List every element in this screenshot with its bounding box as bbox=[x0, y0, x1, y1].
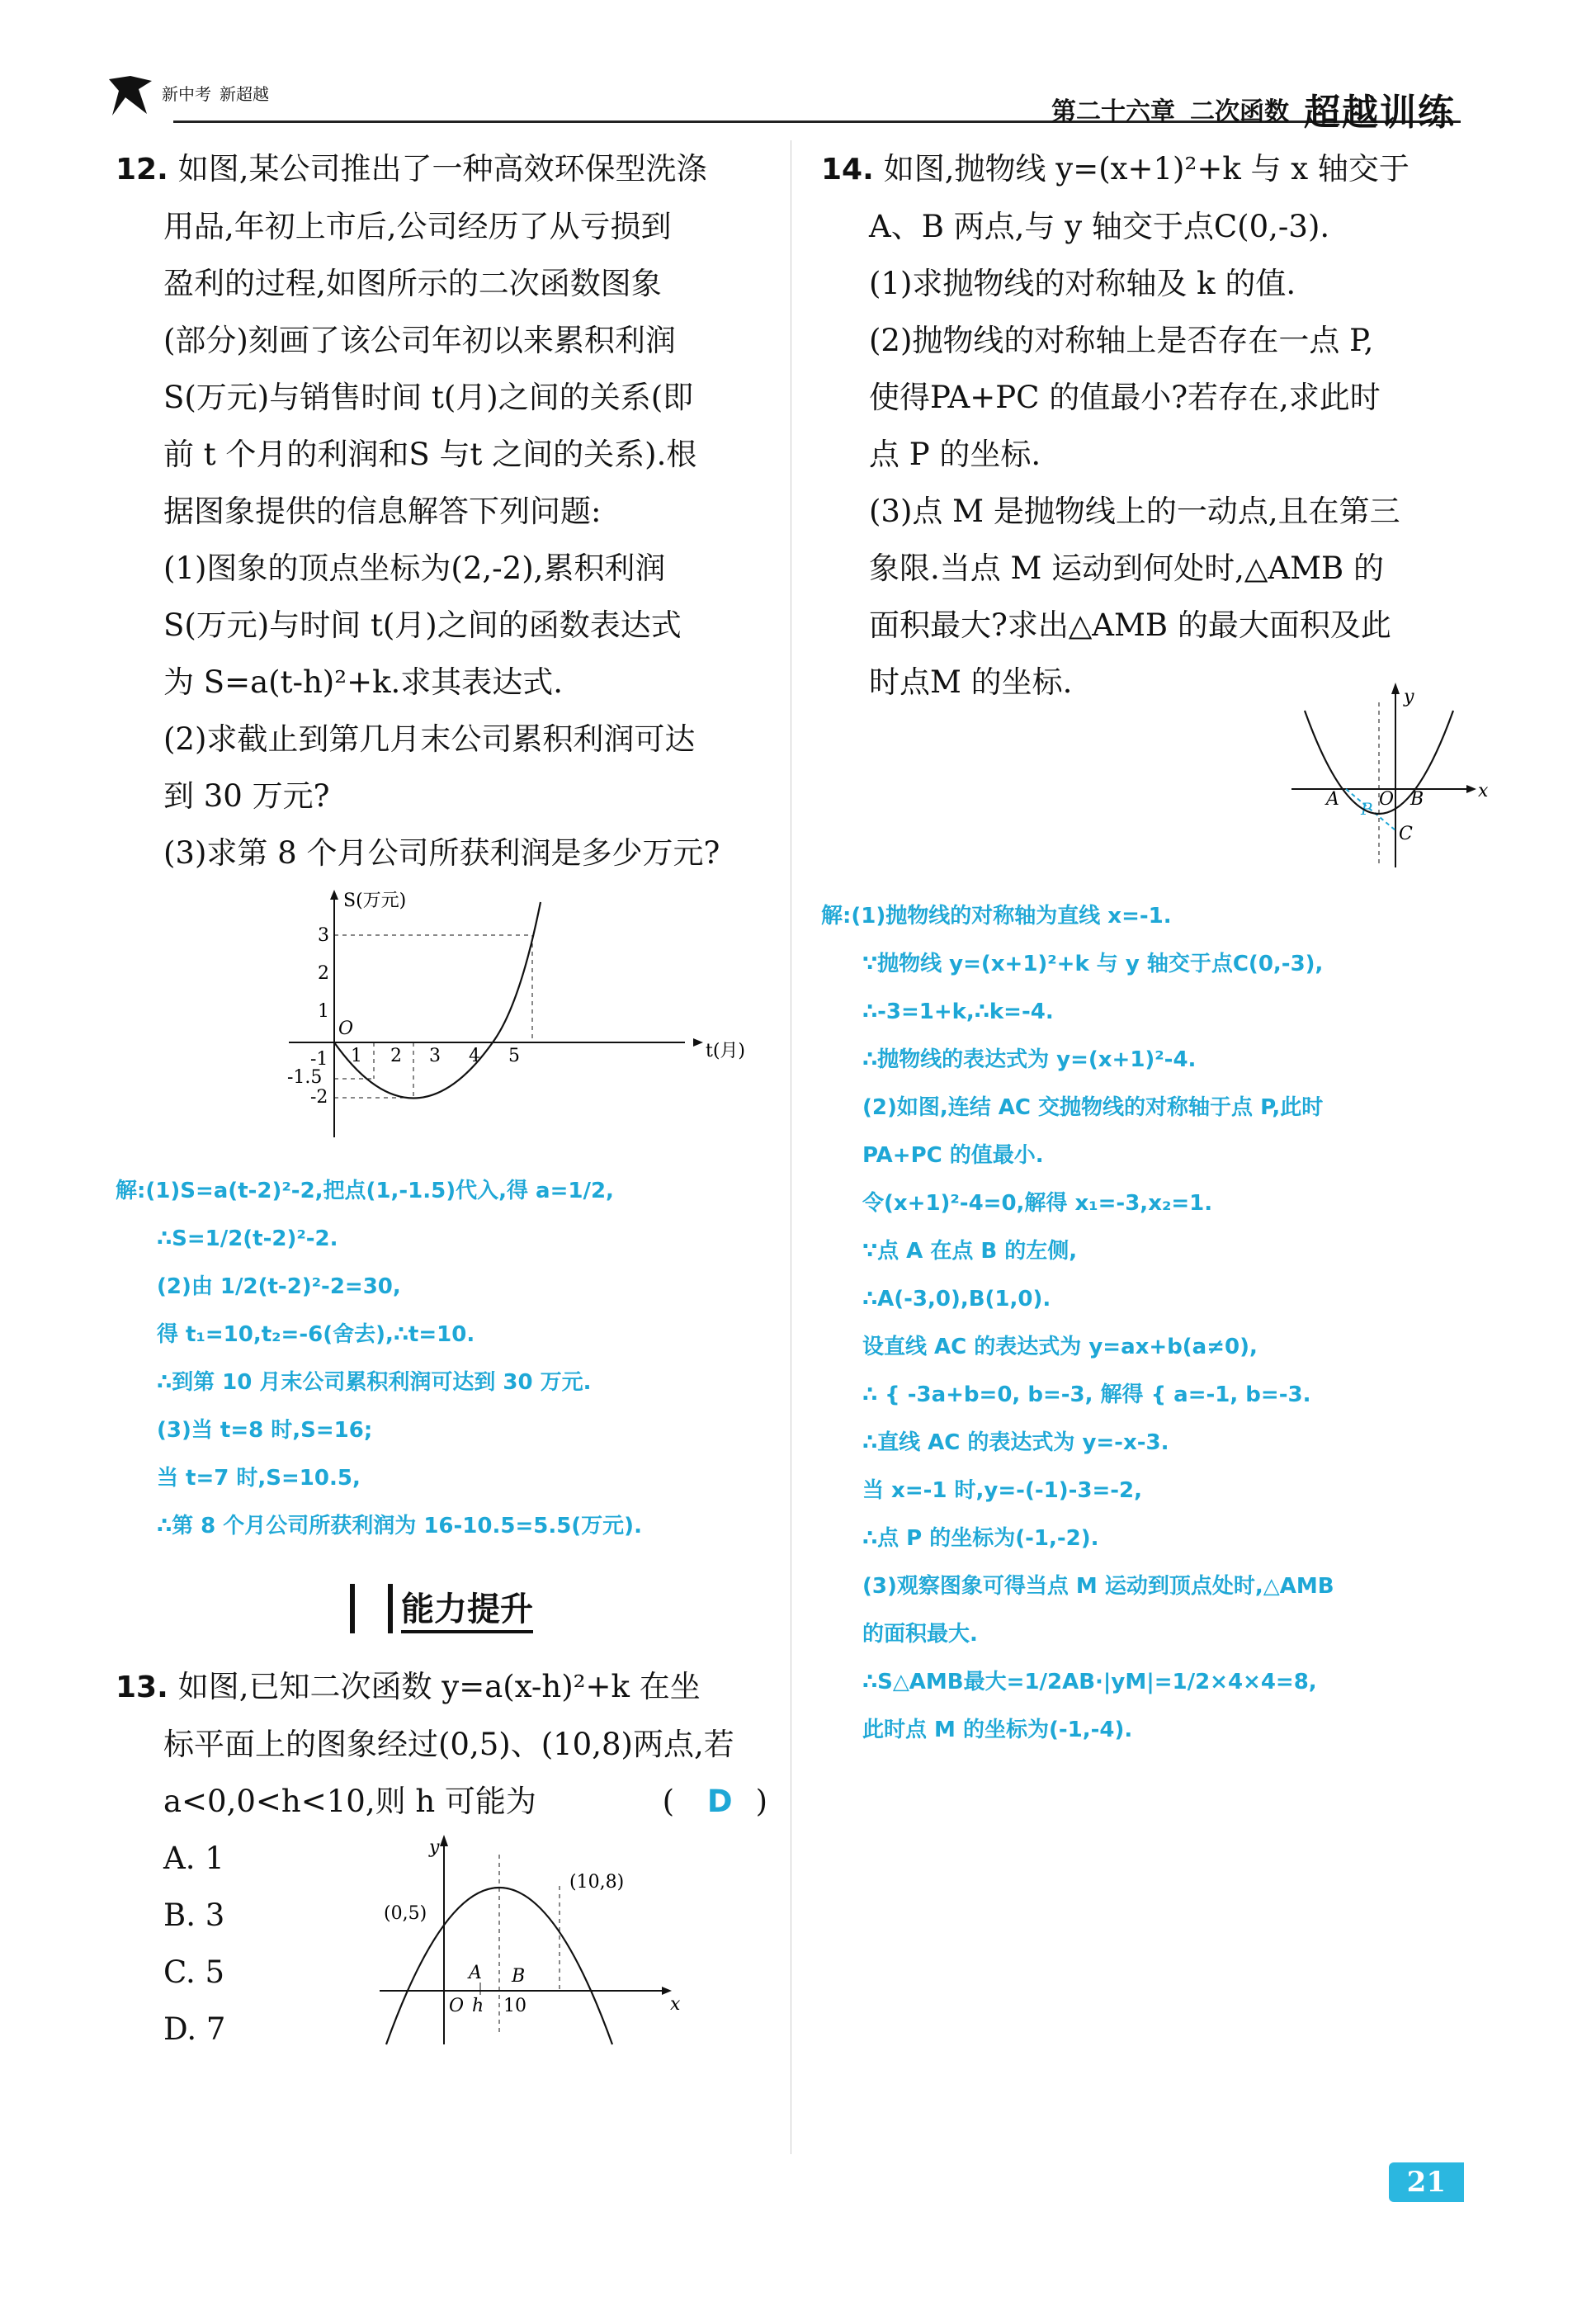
q12-line-5: 前 t 个月的利润和S 与t 之间的关系).根 bbox=[163, 437, 697, 472]
header-right bbox=[1051, 83, 1456, 135]
q14-sol-line-17: 此时点 M 的坐标为(-1,-4). bbox=[862, 1718, 1133, 1742]
q14-solution bbox=[821, 892, 1490, 1754]
q13-answer-bracket bbox=[663, 1773, 767, 1830]
q12-line-2: 盈利的过程,如图所示的二次函数图象 bbox=[163, 266, 662, 301]
q14-sub3-line-3: 时点M 的坐标. bbox=[869, 664, 1073, 700]
q14-sol-line-3: ∴抛物线的表达式为 y=(x+1)²-4. bbox=[862, 1047, 1197, 1072]
q14-sol-line-6: 令(x+1)²-4=0,解得 x₁=-3,x₂=1. bbox=[862, 1191, 1213, 1216]
q12-ytick-2: 2 bbox=[318, 963, 329, 984]
header-left bbox=[162, 81, 269, 105]
q14-p-label: P bbox=[1361, 799, 1372, 819]
q13-answer-close: ) bbox=[755, 1784, 767, 1819]
q12-origin: O bbox=[338, 1018, 354, 1039]
q14-sol-line-12: 当 x=-1 时,y=-(-1)-3=-2, bbox=[862, 1478, 1143, 1503]
q12-y-arrow-icon bbox=[330, 890, 338, 900]
q13-p1-label: (0,5) bbox=[384, 1903, 427, 1924]
q12-sol-line-6: 当 t=7 时,S=10.5, bbox=[157, 1466, 361, 1491]
q14-sol-line-5: PA+PC 的值最小. bbox=[862, 1143, 1044, 1168]
q12-xtick-3: 3 bbox=[429, 1046, 441, 1066]
q14-y-label: y bbox=[1404, 687, 1414, 707]
q12-sol-line-2: (2)由 1/2(t-2)²-2=30, bbox=[157, 1274, 401, 1299]
q14-y-arrow-icon bbox=[1391, 683, 1400, 694]
q14-sub3-line-0: (3)点 M 是抛物线上的一动点,且在第三 bbox=[869, 494, 1400, 529]
q14-sol-line-9: 设直线 AC 的表达式为 y=ax+b(a≠0), bbox=[862, 1335, 1258, 1359]
q12-sub2-line-0: (2)求截止到第几月末公司累积利润可达 bbox=[163, 721, 696, 757]
q14-sol-line-2: ∴-3=1+k,∴k=-4. bbox=[862, 1000, 1054, 1024]
q14-sub2-line-1: 使得PA+PC 的值最小?若存在,求此时 bbox=[869, 380, 1381, 415]
question-13 bbox=[116, 1658, 767, 2058]
q12-graph bbox=[116, 881, 767, 1154]
question-12 bbox=[116, 140, 767, 1550]
q12-x-arrow-icon bbox=[693, 1038, 703, 1047]
q13-y-arrow-icon bbox=[440, 1835, 448, 1846]
left-column bbox=[116, 140, 767, 2058]
q13-ten-label: 10 bbox=[503, 1996, 526, 2016]
q13-option-c: C. 5 bbox=[163, 1954, 225, 1990]
q14-a-label: A bbox=[1326, 789, 1339, 810]
q12-sol-line-5: (3)当 t=8 时,S=16; bbox=[157, 1418, 373, 1443]
q14-sub3-line-2: 面积最大?求出△AMB 的最大面积及此 bbox=[869, 607, 1391, 643]
q14-b-label: B bbox=[1410, 789, 1424, 810]
q13-origin: O bbox=[449, 1996, 465, 2016]
q13-number: 13. bbox=[116, 1671, 168, 1704]
q12-sol-line-0: 解:(1)S=a(t-2)²-2,把点(1,-1.5)代入,得 a=1/2, bbox=[116, 1179, 614, 1203]
header-chapter: 第二十六章 bbox=[1051, 97, 1175, 126]
q14-sub2-line-2: 点 P 的坐标. bbox=[869, 437, 1041, 472]
q14-sol-line-1: ∵抛物线 y=(x+1)²+k 与 y 轴交于点C(0,-3), bbox=[862, 952, 1324, 976]
q12-sub1-line-1: S(万元)与时间 t(月)之间的函数表达式 bbox=[163, 607, 682, 643]
header-brand: 超越训练 bbox=[1304, 92, 1456, 134]
q12-sol-line-4: ∴到第 10 月末公司累积利润可达到 30 万元. bbox=[157, 1370, 592, 1395]
page-number: 21 bbox=[1389, 2162, 1464, 2202]
ability-section-title bbox=[116, 1583, 767, 1633]
q13-b-label: B bbox=[512, 1966, 526, 1987]
q14-sub1: (1)求抛物线的对称轴及 k 的值. bbox=[869, 266, 1296, 301]
q13-y-label: y bbox=[429, 1837, 440, 1858]
q12-x-label: t(月) bbox=[706, 1041, 746, 1061]
q12-sub1-line-2: 为 S=a(t-h)²+k.求其表达式. bbox=[163, 664, 564, 700]
header-left-label-2: 新超越 bbox=[220, 84, 269, 104]
q14-sol-line-15: 的面积最大. bbox=[862, 1622, 978, 1647]
q13-options bbox=[116, 1830, 767, 2058]
header-left-label-1: 新中考 bbox=[162, 84, 211, 104]
q13-x-label: x bbox=[670, 1994, 681, 2015]
q12-line-4: S(万元)与销售时间 t(月)之间的关系(即 bbox=[163, 380, 694, 415]
question-14 bbox=[821, 140, 1490, 1754]
q14-sol-line-14: (3)观察图象可得当点 M 运动到顶点处时,△AMB bbox=[862, 1574, 1334, 1599]
right-column bbox=[821, 140, 1490, 1754]
q12-sub3: (3)求第 8 个月公司所获利润是多少万元? bbox=[163, 835, 720, 871]
q14-line-0: 如图,抛物线 y=(x+1)²+k 与 x 轴交于 bbox=[883, 151, 1409, 187]
q14-sol-line-11: ∴直线 AC 的表达式为 y=-x-3. bbox=[862, 1430, 1169, 1455]
q12-line-3: (部分)刻画了该公司年初以来累积利润 bbox=[163, 323, 676, 358]
q14-sol-line-4: (2)如图,连结 AC 交抛物线的对称轴于点 P,此时 bbox=[862, 1095, 1324, 1120]
q13-line-2: a<0,0<h<10,则 h 可能为 bbox=[163, 1784, 536, 1819]
q14-sol-line-16: ∴S△AMB最大=1/2AB·|yM|=1/2×4×4=8, bbox=[862, 1670, 1317, 1694]
q13-option-a: A. 1 bbox=[163, 1841, 224, 1876]
q12-ytick-1: 1 bbox=[318, 1001, 329, 1022]
q12-sol-line-3: 得 t₁=10,t₂=-6(舍去),∴t=10. bbox=[157, 1322, 475, 1347]
q12-sub2-line-1: 到 30 万元? bbox=[163, 778, 330, 814]
q14-x-arrow-icon bbox=[1466, 785, 1476, 793]
q12-y-label: S(万元) bbox=[343, 891, 407, 911]
q14-sol-line-0: 解:(1)抛物线的对称轴为直线 x=-1. bbox=[821, 904, 1172, 929]
q12-xtick-4: 4 bbox=[469, 1046, 480, 1066]
q12-sol-line-7: ∴第 8 个月公司所获利润为 16-10.5=5.5(万元). bbox=[157, 1514, 642, 1538]
q13-graph bbox=[363, 1830, 710, 2053]
q12-xtick-1: 1 bbox=[351, 1046, 362, 1066]
q12-ytick-3: 3 bbox=[318, 925, 329, 946]
q12-line-1: 用品,年初上市后,公司经历了从亏损到 bbox=[163, 209, 672, 244]
q13-option-d: D. 7 bbox=[163, 2011, 226, 2047]
q14-sol-line-10: ∴ { -3a+b=0, b=-3, 解得 { a=-1, b=-3. bbox=[862, 1382, 1311, 1407]
q12-number: 12. bbox=[116, 153, 168, 187]
q13-answer-open: ( bbox=[662, 1784, 675, 1819]
q14-sol-line-8: ∴A(-3,0),B(1,0). bbox=[862, 1287, 1051, 1311]
q13-a-label: A bbox=[469, 1963, 482, 1983]
q13-option-b: B. 3 bbox=[163, 1897, 225, 1933]
q12-ytick-m15: -1.5 bbox=[287, 1067, 323, 1088]
q12-parabola bbox=[334, 902, 541, 1099]
q13-line-0: 如图,已知二次函数 y=a(x-h)²+k 在坐 bbox=[177, 1669, 701, 1704]
q13-line-1: 标平面上的图象经过(0,5)、(10,8)两点,若 bbox=[163, 1727, 734, 1762]
q14-sol-line-13: ∴点 P 的坐标为(-1,-2). bbox=[862, 1526, 1099, 1551]
q12-line-6: 据图象提供的信息解答下列问题: bbox=[163, 494, 602, 529]
header-chapter-title: 二次函数 bbox=[1190, 97, 1289, 126]
q12-sub1-line-0: (1)图象的顶点坐标为(2,-2),累积利润 bbox=[163, 551, 666, 586]
q12-xtick-2: 2 bbox=[390, 1046, 402, 1066]
q13-p2-label: (10,8) bbox=[569, 1872, 625, 1893]
ability-mark-icon bbox=[350, 1584, 393, 1633]
q14-sub3-line-1: 象限.当点 M 运动到何处时,△AMB 的 bbox=[869, 551, 1384, 586]
q12-line-0: 如图,某公司推出了一种高效环保型洗涤 bbox=[177, 151, 707, 187]
q14-sub2-line-0: (2)抛物线的对称轴上是否存在一点 P, bbox=[869, 323, 1374, 358]
q14-c-label: C bbox=[1399, 824, 1413, 844]
q13-answer: D bbox=[706, 1784, 733, 1819]
q14-sol-line-7: ∵点 A 在点 B 的左侧, bbox=[862, 1239, 1078, 1264]
q12-solution bbox=[116, 1167, 767, 1550]
brand-logo-icon bbox=[106, 73, 155, 119]
q14-x-label: x bbox=[1478, 781, 1489, 801]
q14-o-label: O bbox=[1379, 789, 1395, 810]
q12-ytick-m1: -1 bbox=[310, 1049, 328, 1070]
q13-h-label: h bbox=[472, 1996, 484, 2016]
ability-title: 能力提升 bbox=[401, 1583, 533, 1633]
q12-xtick-5: 5 bbox=[508, 1046, 520, 1066]
q12-ytick-m2: -2 bbox=[310, 1087, 328, 1108]
q14-line-1: A、B 两点,与 y 轴交于点C(0,-3). bbox=[869, 209, 1330, 244]
q12-sol-line-1: ∴S=1/2(t-2)²-2. bbox=[157, 1226, 338, 1251]
q14-number: 14. bbox=[821, 153, 874, 187]
